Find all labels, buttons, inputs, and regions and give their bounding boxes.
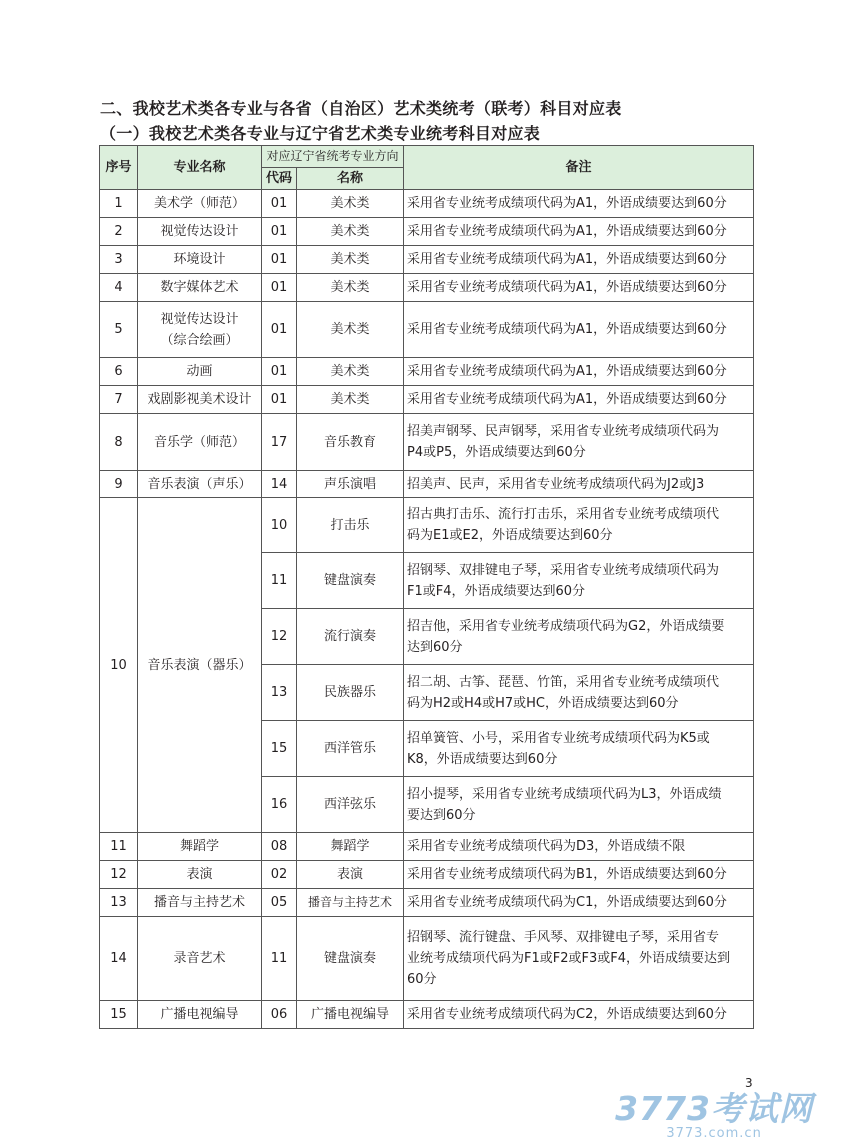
watermark-logo: 3773考试网 (615, 1089, 813, 1128)
row-code: 06 (262, 1001, 297, 1029)
row-code: 01 (262, 274, 297, 302)
row-note: 招吉他，采用省专业统考成绩项代码为G2，外语成绩要 达到60分 (404, 609, 754, 665)
header-seq: 序号 (100, 146, 138, 190)
row-code: 11 (262, 553, 297, 609)
row-note: 采用省专业统考成绩项代码为A1，外语成绩要达到60分 (404, 358, 754, 386)
row-name: 西洋管乐 (297, 721, 404, 777)
row-major: 音乐学（师范） (138, 414, 262, 471)
row-note: 采用省专业统考成绩项代码为C2，外语成绩要达到60分 (404, 1001, 754, 1029)
row-note: 招二胡、古筝、琵琶、竹笛，采用省专业统考成绩项代 码为H2或H4或H7或HC，外语成绩要达到60分 (404, 665, 754, 721)
row-seq: 13 (100, 889, 138, 917)
row-major: 播音与主持艺术 (138, 889, 262, 917)
row-code: 12 (262, 609, 297, 665)
row-name: 民族器乐 (297, 665, 404, 721)
row-major: 动画 (138, 358, 262, 386)
row-seq: 6 (100, 358, 138, 386)
row-name: 广播电视编导 (297, 1001, 404, 1029)
row-code: 16 (262, 777, 297, 833)
row-seq: 2 (100, 218, 138, 246)
row-major: 环境设计 (138, 246, 262, 274)
row-note: 招钢琴、双排键电子琴，采用省专业统考成绩项代码为 F1或F4，外语成绩要达到60分 (404, 553, 754, 609)
page-number: 3 (745, 1076, 753, 1090)
row-note: 采用省专业统考成绩项代码为A1，外语成绩要达到60分 (404, 246, 754, 274)
section-heading: 二、我校艺术类各专业与各省（自治区）艺术类统考（联考）科目对应表 (100, 99, 622, 118)
row-major: 音乐表演（器乐） (138, 498, 262, 833)
row-seq: 5 (100, 302, 138, 358)
table-row (100, 889, 754, 917)
row-name: 美术类 (297, 302, 404, 358)
row-name: 键盘演奏 (297, 917, 404, 1001)
row-name: 表演 (297, 861, 404, 889)
row-note: 招钢琴、流行键盘、手风琴、双排键电子琴，采用省专 业统考成绩项代码为F1或F2或F3或F4，外语成绩要达到 60分 (404, 917, 754, 1001)
row-code: 15 (262, 721, 297, 777)
row-name: 播音与主持艺术 (297, 889, 404, 917)
watermark (615, 1083, 813, 1141)
table-row (100, 274, 754, 302)
row-note: 采用省专业统考成绩项代码为A1，外语成绩要达到60分 (404, 302, 754, 358)
row-note: 采用省专业统考成绩项代码为D3，外语成绩不限 (404, 833, 754, 861)
row-note: 招美声、民声，采用省专业统考成绩项代码为J2或J3 (404, 471, 754, 498)
row-major: 美术学（师范） (138, 190, 262, 218)
header-code: 代码 (262, 168, 297, 190)
row-major: 录音艺术 (138, 917, 262, 1001)
row-code: 13 (262, 665, 297, 721)
table-row (100, 1001, 754, 1029)
row-name: 美术类 (297, 274, 404, 302)
row-code: 01 (262, 302, 297, 358)
table-row (100, 833, 754, 861)
row-major: 视觉传达设计 (138, 218, 262, 246)
row-seq: 3 (100, 246, 138, 274)
row-seq: 14 (100, 917, 138, 1001)
subsection-heading: （一）我校艺术类各专业与辽宁省艺术类专业统考科目对应表 (100, 124, 541, 143)
table-row (100, 218, 754, 246)
row-note: 采用省专业统考成绩项代码为A1，外语成绩要达到60分 (404, 386, 754, 414)
row-name: 美术类 (297, 246, 404, 274)
table-row (100, 302, 754, 358)
row-seq: 15 (100, 1001, 138, 1029)
row-major: 舞蹈学 (138, 833, 262, 861)
row-major: 戏剧影视美术设计 (138, 386, 262, 414)
row-code: 11 (262, 917, 297, 1001)
watermark-url: 3773.com.cn (666, 1126, 762, 1141)
row-major: 表演 (138, 861, 262, 889)
row-note: 采用省专业统考成绩项代码为A1，外语成绩要达到60分 (404, 190, 754, 218)
row-name: 美术类 (297, 358, 404, 386)
row-note: 招古典打击乐、流行打击乐，采用省专业统考成绩项代 码为E1或E2，外语成绩要达到60分 (404, 498, 754, 553)
row-code: 17 (262, 414, 297, 471)
row-major: 广播电视编导 (138, 1001, 262, 1029)
row-code: 14 (262, 471, 297, 498)
row-note: 采用省专业统考成绩项代码为A1，外语成绩要达到60分 (404, 274, 754, 302)
row-note: 招小提琴，采用省专业统考成绩项代码为L3，外语成绩 要达到60分 (404, 777, 754, 833)
row-name: 西洋弦乐 (297, 777, 404, 833)
row-code: 02 (262, 861, 297, 889)
row-major: 音乐表演（声乐） (138, 471, 262, 498)
table-row (100, 246, 754, 274)
row-note: 采用省专业统考成绩项代码为B1，外语成绩要达到60分 (404, 861, 754, 889)
row-seq: 9 (100, 471, 138, 498)
row-note: 采用省专业统考成绩项代码为C1，外语成绩要达到60分 (404, 889, 754, 917)
header-major: 专业名称 (138, 146, 262, 190)
row-seq: 7 (100, 386, 138, 414)
row-seq: 10 (100, 498, 138, 833)
row-code: 05 (262, 889, 297, 917)
row-seq: 11 (100, 833, 138, 861)
row-name: 音乐教育 (297, 414, 404, 471)
row-code: 08 (262, 833, 297, 861)
row-name: 美术类 (297, 218, 404, 246)
table-row (100, 358, 754, 386)
row-note: 采用省专业统考成绩项代码为A1，外语成绩要达到60分 (404, 218, 754, 246)
row-code: 01 (262, 386, 297, 414)
row-name: 美术类 (297, 386, 404, 414)
row-seq: 4 (100, 274, 138, 302)
table-row (100, 414, 754, 471)
header-province-group: 对应辽宁省统考专业方向 (262, 146, 404, 168)
row-name: 打击乐 (297, 498, 404, 553)
row-note: 招单簧管、小号，采用省专业统考成绩项代码为K5或 K8，外语成绩要达到60分 (404, 721, 754, 777)
table-row (100, 386, 754, 414)
row-code: 01 (262, 190, 297, 218)
row-note: 招美声钢琴、民声钢琴，采用省专业统考成绩项代码为 P4或P5，外语成绩要达到60分 (404, 414, 754, 471)
major-correspondence-table (99, 145, 754, 1029)
row-code: 01 (262, 246, 297, 274)
row-seq: 1 (100, 190, 138, 218)
header-note: 备注 (404, 146, 754, 190)
row-name: 舞蹈学 (297, 833, 404, 861)
row-major: 视觉传达设计 （综合绘画） (138, 302, 262, 358)
row-code: 01 (262, 358, 297, 386)
table-row (100, 861, 754, 889)
row-seq: 12 (100, 861, 138, 889)
table-row (100, 498, 754, 553)
row-name: 键盘演奏 (297, 553, 404, 609)
row-name: 美术类 (297, 190, 404, 218)
row-code: 01 (262, 218, 297, 246)
row-seq: 8 (100, 414, 138, 471)
table-row (100, 190, 754, 218)
table-row (100, 917, 754, 1001)
row-name: 声乐演唱 (297, 471, 404, 498)
table-row (100, 471, 754, 498)
row-major: 数字媒体艺术 (138, 274, 262, 302)
header-name: 名称 (297, 168, 404, 190)
row-name: 流行演奏 (297, 609, 404, 665)
row-code: 10 (262, 498, 297, 553)
